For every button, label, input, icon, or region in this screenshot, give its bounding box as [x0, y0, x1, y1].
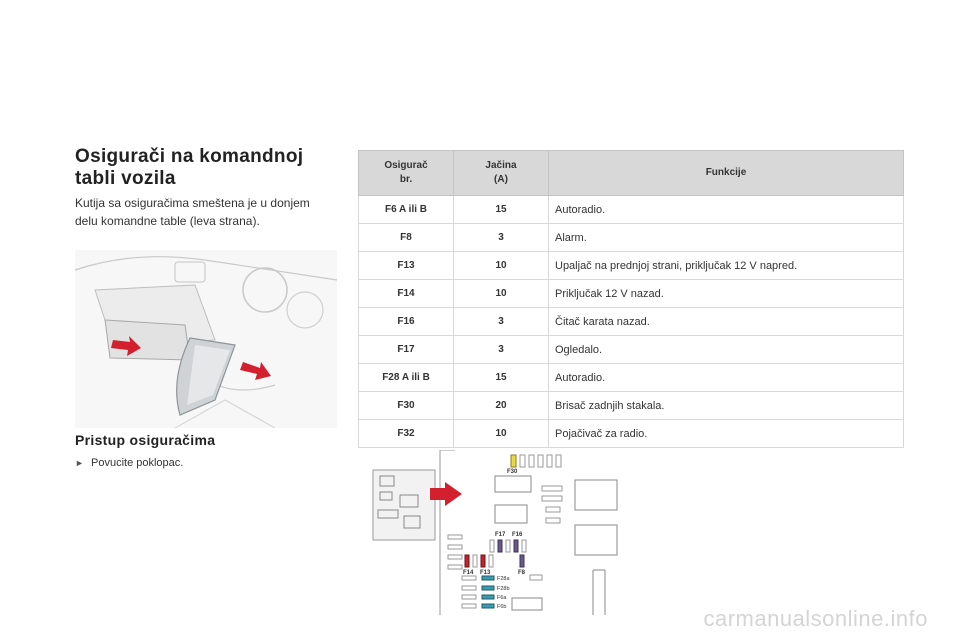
amp-cell: 10 — [454, 252, 549, 280]
function-cell: Čitač karata nazad. — [549, 308, 904, 336]
step-item — [75, 457, 183, 469]
step-bullet-icon: ► — [75, 458, 84, 468]
amp-cell: 10 — [454, 280, 549, 308]
amp-cell: 15 — [454, 364, 549, 392]
fuse-cell: F28 A ili B — [359, 364, 454, 392]
amp-cell: 3 — [454, 336, 549, 364]
fuse-cell: F16 — [359, 308, 454, 336]
fuse-cell: F13 — [359, 252, 454, 280]
function-cell: Priključak 12 V nazad. — [549, 280, 904, 308]
amp-cell: 3 — [454, 224, 549, 252]
label-f14: F14 — [463, 570, 474, 576]
function-cell: Alarm. — [549, 224, 904, 252]
table-row — [359, 252, 904, 280]
label-f6b: F6b — [497, 604, 507, 610]
fuse-table-header — [359, 151, 904, 196]
watermark: carmanualsonline.info — [703, 606, 928, 631]
label-f16: F16 — [512, 532, 523, 538]
table-row — [359, 280, 904, 308]
amp-cell: 20 — [454, 392, 549, 420]
amp-cell: 15 — [454, 196, 549, 224]
table-row — [359, 224, 904, 252]
fuse-table — [358, 150, 904, 448]
amp-cell: 10 — [454, 420, 549, 448]
table-row — [359, 308, 904, 336]
fuse-box-diagram — [370, 450, 630, 615]
table-row — [359, 420, 904, 448]
table-row — [359, 364, 904, 392]
table-row — [359, 336, 904, 364]
function-cell: Autoradio. — [549, 196, 904, 224]
label-f13: F13 — [480, 570, 491, 576]
table-row — [359, 196, 904, 224]
function-cell: Brisač zadnjih stakala. — [549, 392, 904, 420]
step-text: Povucite poklopac. — [91, 457, 184, 469]
label-f17: F17 — [495, 532, 506, 538]
fuse-cell: F8 — [359, 224, 454, 252]
table-row — [359, 392, 904, 420]
label-f6a: F6a — [497, 595, 507, 601]
section-subtitle: Pristup osiguračima — [75, 432, 216, 448]
header-amperage: Jačina (A) — [454, 151, 549, 196]
fuse-cell: F6 A ili B — [359, 196, 454, 224]
header-function: Funkcije — [549, 151, 904, 196]
function-cell: Ogledalo. — [549, 336, 904, 364]
fuse-cell: F32 — [359, 420, 454, 448]
label-f8: F8 — [518, 570, 526, 576]
function-cell: Upaljač na prednjoj strani, priključak 12 V napred. — [549, 252, 904, 280]
fuse-cell: F14 — [359, 280, 454, 308]
function-cell: Autoradio. — [549, 364, 904, 392]
header-fuse: Osigurač br. — [359, 151, 454, 196]
page-title-line2: tabli vozila — [75, 168, 176, 189]
fuse-cell: F17 — [359, 336, 454, 364]
function-cell: Pojačivač za radio. — [549, 420, 904, 448]
label-f30: F30 — [507, 469, 518, 475]
label-f28b: F28b — [497, 586, 510, 592]
dashboard-illustration — [75, 250, 337, 428]
page-title-line1: Osigurači na komandnoj — [75, 146, 304, 167]
intro-text: Kutija sa osiguračima smeštena je u donjem delu komandne table (leva strana). — [75, 196, 310, 228]
fuse-cell: F30 — [359, 392, 454, 420]
page-title — [75, 146, 303, 190]
label-f28a: F28a — [497, 576, 510, 582]
amp-cell: 3 — [454, 308, 549, 336]
